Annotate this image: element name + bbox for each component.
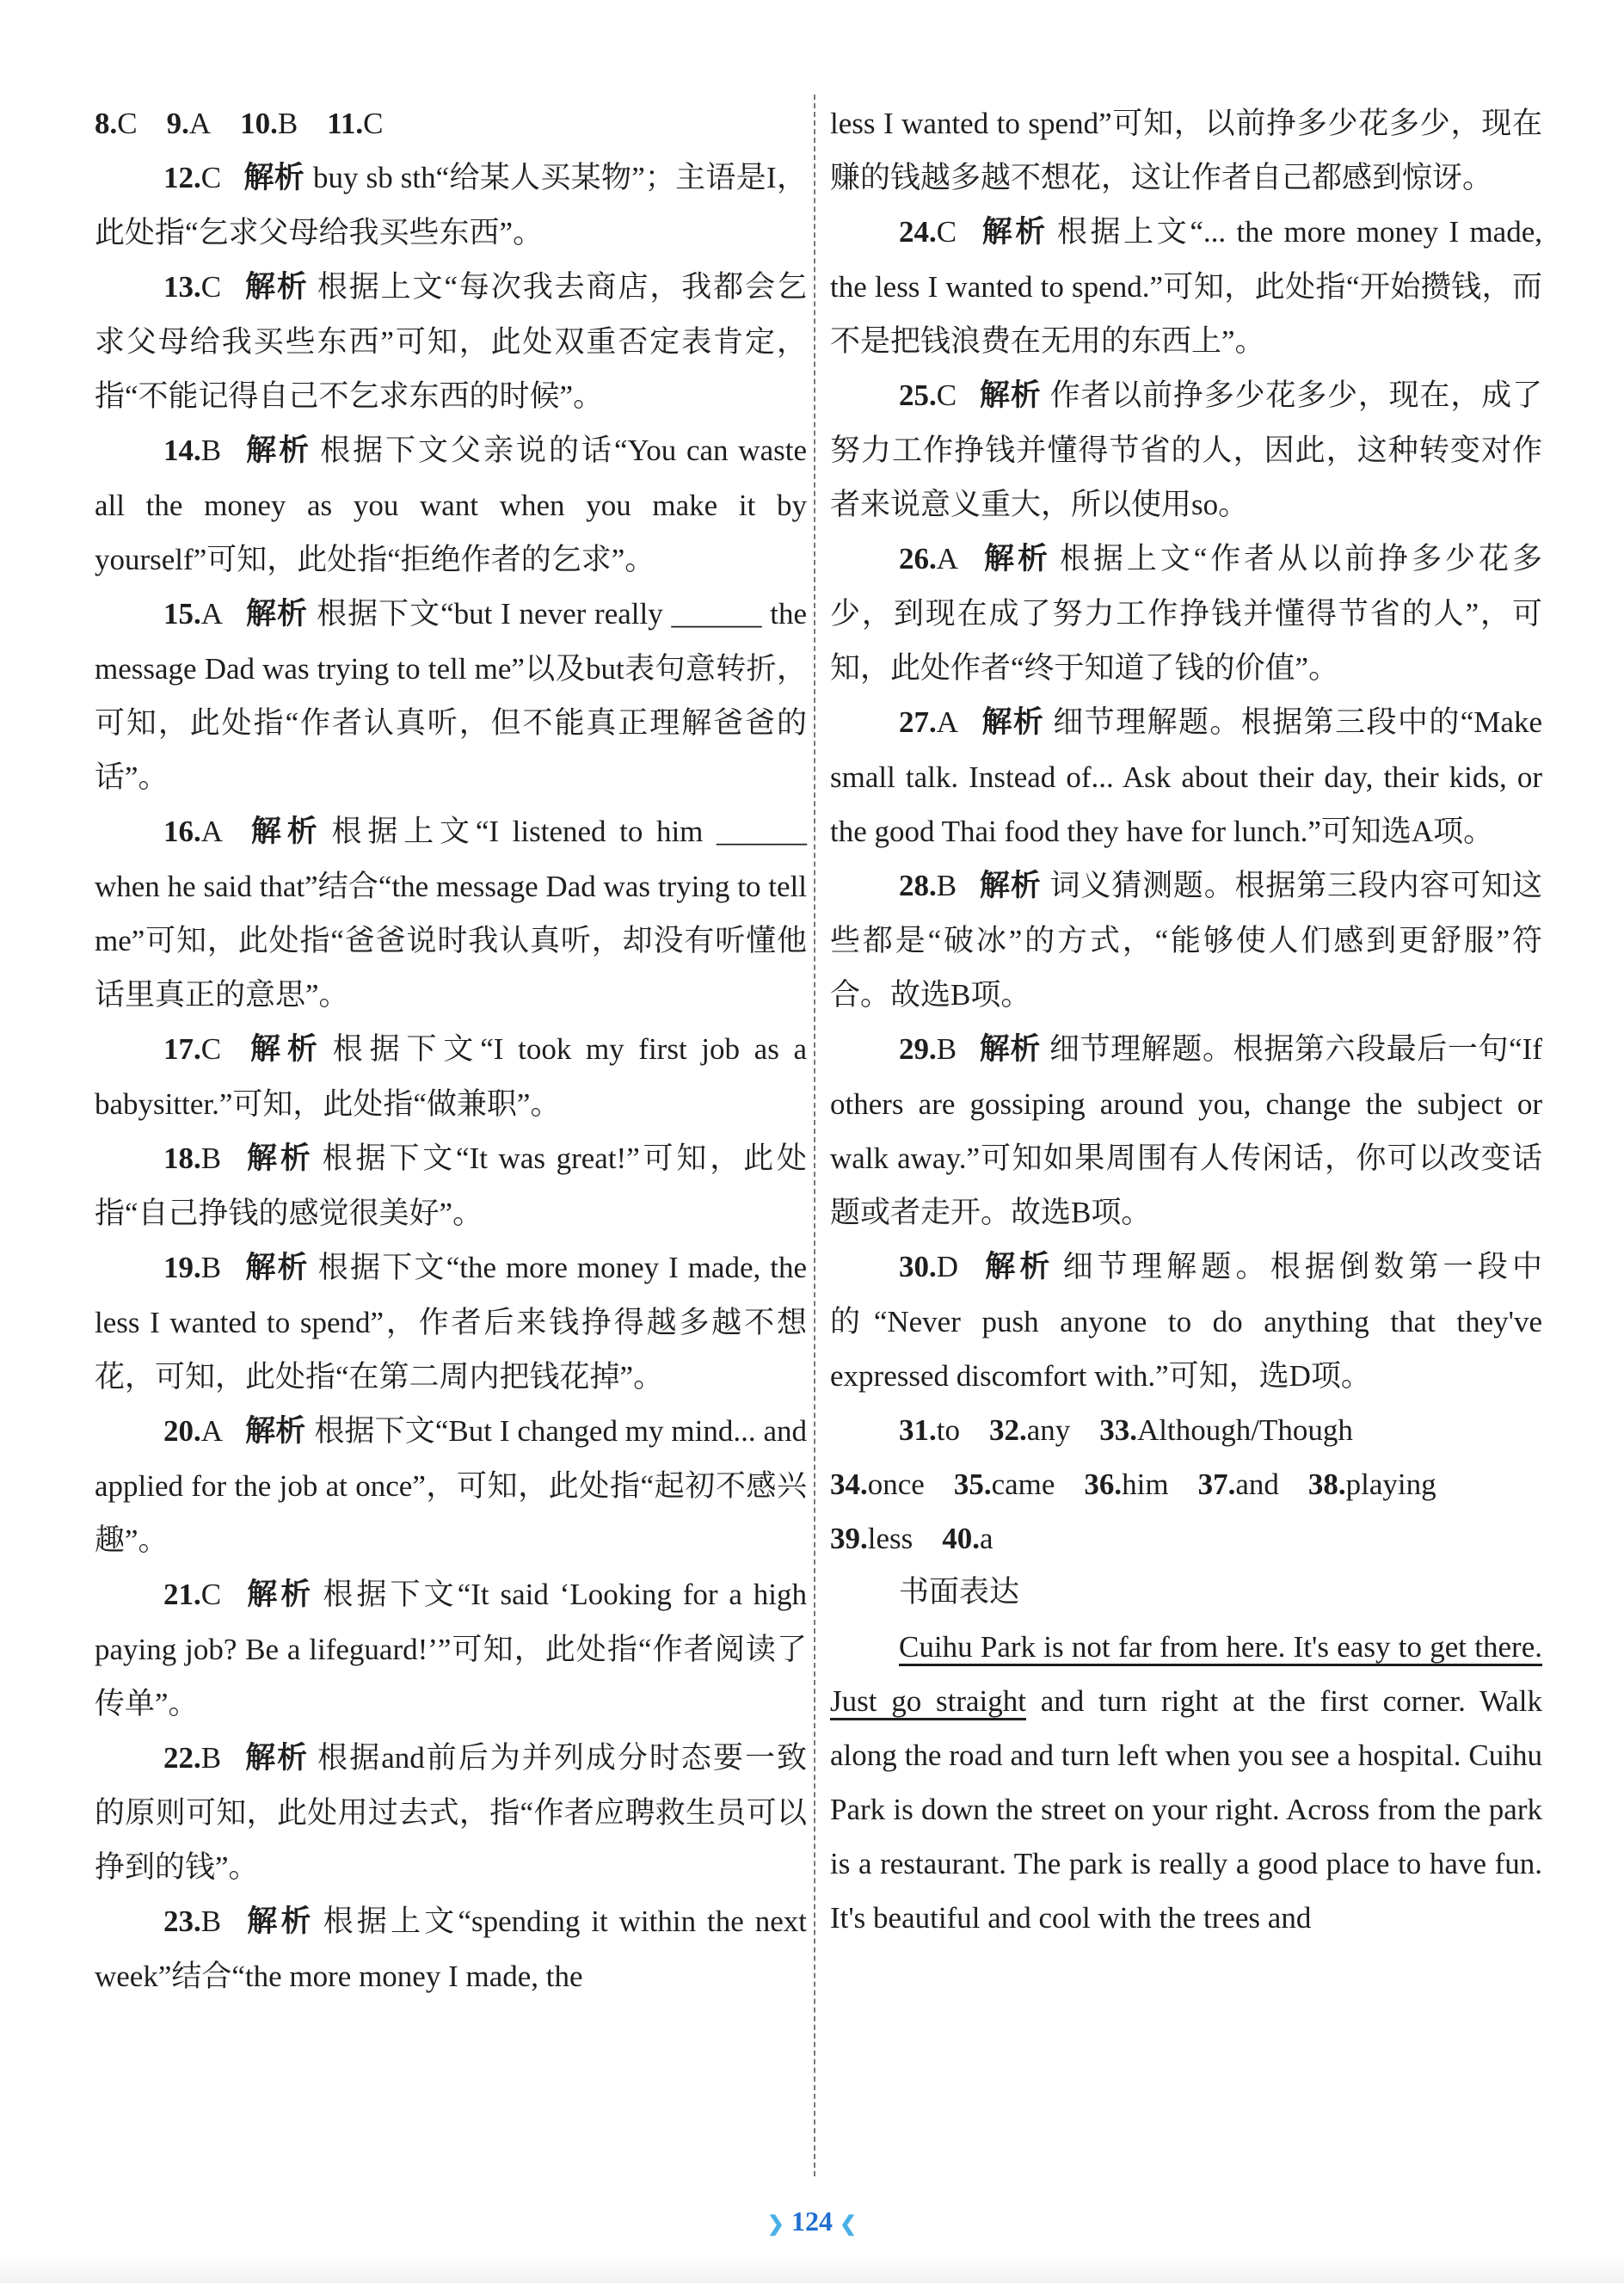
answer-letter: Although/Though — [1137, 1413, 1353, 1447]
question-number: 39. — [830, 1522, 868, 1555]
question-number: 8. — [95, 107, 118, 140]
explanation-text: 根据上文“每次我去商店，我都会乞求父母给我买些东西”可知，此处双重否定表肯定，指“不能记得自己不乞求东西的时候”。 — [95, 270, 807, 413]
answer-letter: C — [200, 1032, 222, 1066]
analysis-label: 解析 — [981, 542, 1051, 576]
answer-item — [830, 1468, 925, 1501]
answer-letter: C — [117, 107, 138, 140]
analysis-label: 解析 — [245, 1414, 306, 1449]
answer-explanation — [95, 1567, 807, 1731]
explanation-text: 根据上文“spending it within the next week”结合“the more money I made, the — [95, 1905, 807, 1993]
column-divider — [814, 95, 815, 2176]
explanation-text: 作者以前挣多少花多少，现在，成了努力工作挣钱并懂得节省的人，因此，这种转变对作者来说意义重大，所以使用so。 — [830, 378, 1542, 521]
answer-explanation — [830, 368, 1542, 532]
question-number: 29. — [899, 1032, 937, 1066]
right-column — [830, 96, 1542, 1945]
answer-item — [899, 1413, 960, 1447]
answer-explanation — [95, 1894, 807, 2003]
answer-item — [942, 1522, 993, 1555]
explanation-text: 根据上文“... the more money I made, the less I wanted to spend.”可知，此处指“开始攒钱，而不是把钱浪费在无用的东西上”。 — [830, 215, 1542, 358]
analysis-label: 解析 — [245, 815, 323, 849]
answer-explanation — [95, 423, 807, 587]
explanation-text: 词义猜测题。根据第三段内容可知这些都是“破冰”的方式，“能够使人们感到更舒服”符合。故选B项。 — [830, 869, 1542, 1012]
question-number: 33. — [1099, 1413, 1138, 1447]
answer-letter: D — [936, 1250, 959, 1283]
fill-answers-row — [830, 1403, 1542, 1457]
analysis-label: 解析 — [979, 378, 1042, 413]
answer-item — [1099, 1413, 1353, 1447]
answer-explanation — [95, 587, 807, 804]
analysis-label: 解析 — [979, 1032, 1041, 1067]
explanation-text: 根据下文“but I never really ______ the message Dad was trying to tell me”以及but表句意转折，可知，此处指“作者认真听，但不能真正理解爸爸的话”。 — [95, 597, 807, 794]
explanation-text: 根据下文“the more money I made, the less I wanted to spend”，作者后来钱挣得越多越不想花，可知，此处指“在第二周内把钱花掉”。 — [95, 1251, 807, 1394]
question-number: 21. — [163, 1578, 201, 1611]
answer-explanation — [830, 1022, 1542, 1240]
explanation-text: 根据下文“I took my first job as a babysitter.”可知，此处指“做兼职”。 — [95, 1032, 807, 1121]
explanation-text: buy sb sth“给某人买某物”；主语是I，此处指“乞求父母给我买些东西”。 — [95, 161, 807, 249]
analysis-label: 解析 — [243, 1251, 310, 1285]
answer-explanation — [830, 205, 1542, 368]
answer-explanation — [95, 1240, 807, 1404]
answer-letter: A — [200, 815, 224, 848]
answer-letter: C — [936, 378, 957, 412]
explanation-text: 根据上文“I listened to him ______ when he said that”结合“the message Dad was trying to tell me”可知，此处指“爸爸说时我认真听，却没有听懂他话里真正的意思”。 — [95, 815, 807, 1012]
question-number: 13. — [163, 270, 201, 304]
analysis-label: 解析 — [979, 869, 1042, 903]
answer-letter: B — [200, 1142, 222, 1175]
analysis-label: 解析 — [981, 705, 1045, 740]
answer-item — [989, 1413, 1070, 1447]
answer-item — [327, 107, 383, 140]
question-number: 30. — [899, 1250, 937, 1283]
analysis-label: 解析 — [243, 434, 312, 468]
page-number — [752, 2204, 872, 2242]
question-number: 31. — [899, 1413, 937, 1447]
essay-underlined: Cuihu Park is not far from here. It's easy to get there. Just go straight — [830, 1630, 1542, 1718]
answer-letter: came — [991, 1468, 1055, 1501]
answer-letter: A — [936, 705, 959, 739]
question-number: 19. — [163, 1251, 201, 1284]
explanation-text: 根据上文“作者从以前挣多少花多少，到现在成了努力工作挣钱并懂得节省的人”，可知，此处作者“终于知道了钱的价值”。 — [830, 542, 1542, 685]
answer-letter: and — [1235, 1468, 1279, 1501]
answer-letter: B — [200, 434, 222, 467]
answer-item — [1308, 1468, 1436, 1501]
analysis-label: 解析 — [243, 1142, 314, 1176]
answer-letter: any — [1026, 1413, 1071, 1447]
explanation-text: 细节理解题。根据倒数第一段中的“Never push anyone to do anything that they've expressed discomfort with.”可知，选D项。 — [830, 1250, 1542, 1393]
page-footer-shade — [0, 2254, 1624, 2283]
answer-explanation — [95, 1731, 807, 1894]
question-number: 24. — [899, 215, 937, 249]
answer-letter: C — [200, 270, 222, 304]
essay-rest: and turn right at the first corner. Walk along the road and turn left when you see a hospital. Cuihu Park is down the street on your right. Across from the park is a restaurant. The park is really a good place to have fun. It's beautiful and cool with the trees and — [830, 1684, 1542, 1935]
question-number: 10. — [240, 107, 278, 140]
left-items — [95, 151, 807, 2003]
left-arrow-icon: ❮ — [840, 2213, 858, 2236]
answer-explanation — [95, 151, 807, 260]
essay — [830, 1620, 1542, 1945]
answer-item — [95, 107, 138, 140]
question-number: 40. — [942, 1522, 980, 1555]
question-number: 37. — [1197, 1468, 1236, 1501]
answer-letter: A — [200, 1414, 224, 1448]
answer-explanation — [830, 1240, 1542, 1403]
explanation-text: 根据下文“It was great!”可知，此处指“自己挣钱的感觉很美好”。 — [95, 1142, 807, 1230]
answer-letter: A — [200, 597, 224, 631]
explanation-text: 细节理解题。根据第三段中的“Make small talk. Instead of... Ask about their day, their kids, or the good Thai food they have for lunch.”可知选A项。 — [830, 705, 1542, 848]
answer-explanation — [830, 695, 1542, 858]
answer-explanation — [95, 1022, 807, 1131]
answer-item — [954, 1468, 1055, 1501]
question-number: 14. — [163, 434, 201, 467]
analysis-label: 解析 — [243, 1741, 310, 1775]
analysis-label: 解析 — [979, 215, 1049, 249]
analysis-label: 解析 — [243, 1905, 315, 1939]
answer-letter: playing — [1345, 1468, 1436, 1501]
answer-explanation — [95, 1404, 807, 1567]
analysis-label: 解析 — [243, 1578, 315, 1612]
item-23-continuation: less I wanted to spend”可知，以前挣多少花多少，现在赚的钱越多越不想花，这让作者自己都感到惊讶。 — [830, 107, 1542, 194]
writing-heading: 书面表达 — [899, 1575, 1020, 1609]
answer-letter: B — [200, 1741, 222, 1775]
answer-item — [167, 107, 212, 140]
left-column — [95, 96, 807, 2003]
answer-letter: to — [936, 1413, 960, 1447]
answer-item — [1084, 1468, 1168, 1501]
answer-letter: B — [277, 107, 298, 140]
answer-letter: once — [867, 1468, 925, 1501]
answer-explanation — [830, 858, 1542, 1022]
answer-letter: him — [1122, 1468, 1169, 1501]
right-items — [830, 205, 1542, 1403]
answer-letter: A — [188, 107, 212, 140]
answer-letter: C — [363, 107, 384, 140]
question-number: 35. — [953, 1468, 992, 1501]
question-number: 16. — [163, 815, 201, 848]
question-number: 15. — [163, 597, 201, 631]
quick-answers — [95, 96, 807, 151]
question-number: 25. — [899, 378, 937, 412]
answer-letter: C — [200, 161, 222, 194]
answer-letter: a — [980, 1522, 993, 1555]
answer-letter: less — [867, 1522, 914, 1555]
question-number: 9. — [166, 107, 189, 140]
question-number: 22. — [163, 1741, 201, 1775]
explanation-text: 根据下文“It said ‘Looking for a high paying job? Be a lifeguard!’”可知，此处指“作者阅读了传单”。 — [95, 1578, 807, 1720]
question-number: 32. — [988, 1413, 1027, 1447]
question-number: 12. — [163, 161, 201, 194]
question-number: 28. — [899, 869, 937, 902]
answer-letter: A — [936, 542, 959, 575]
question-number: 34. — [830, 1468, 868, 1501]
fill-answers-row — [830, 1511, 1542, 1566]
answer-letter: C — [936, 215, 957, 249]
question-number: 27. — [899, 705, 937, 739]
question-number: 38. — [1307, 1468, 1346, 1501]
question-number: 23. — [163, 1905, 201, 1938]
question-number: 11. — [327, 107, 364, 140]
explanation-text: 根据下文父亲说的话“You can waste all the money as you want when you make it by yourself”可知，此处指“拒绝作者的乞求”。 — [95, 434, 807, 576]
answer-letter: B — [200, 1905, 222, 1938]
answer-explanation — [95, 1131, 807, 1240]
answer-letter: B — [936, 869, 957, 902]
question-number: 36. — [1084, 1468, 1123, 1501]
page-number-text: 124 — [791, 2206, 833, 2237]
question-number: 20. — [163, 1414, 201, 1448]
analysis-label: 解析 — [245, 597, 309, 631]
explanation-text: 根据and前后为并列成分时态要一致的原则可知，此处用过去式，指“作者应聘救生员可以挣到的钱”。 — [95, 1741, 807, 1884]
fill-answers-row — [830, 1457, 1542, 1511]
answer-explanation — [95, 260, 807, 423]
right-arrow-icon: ❯ — [766, 2213, 784, 2236]
answer-item — [830, 1522, 913, 1555]
answer-explanation — [830, 532, 1542, 695]
analysis-label: 解析 — [243, 270, 309, 305]
answer-item — [240, 107, 298, 140]
answer-explanation — [95, 804, 807, 1022]
answer-item — [1198, 1468, 1279, 1501]
question-number: 18. — [163, 1142, 201, 1175]
explanation-text: 细节理解题。根据第六段最后一句“If others are gossiping around you, change the subject or walk away.”可知如果周围有人传闲话，你可以改变话题或者走开。故选B项。 — [830, 1032, 1542, 1229]
explanation-text: 根据下文“But I changed my mind... and applied for the job at once”，可知，此处指“起初不感兴趣”。 — [95, 1414, 807, 1557]
answer-letter: B — [936, 1032, 957, 1066]
question-number: 17. — [163, 1032, 201, 1066]
analysis-label: 解析 — [981, 1250, 1055, 1284]
analysis-label: 解析 — [243, 161, 305, 195]
analysis-label: 解析 — [243, 1032, 324, 1067]
answer-letter: C — [200, 1578, 222, 1611]
question-number: 26. — [899, 542, 937, 575]
answer-letter: B — [200, 1251, 222, 1284]
